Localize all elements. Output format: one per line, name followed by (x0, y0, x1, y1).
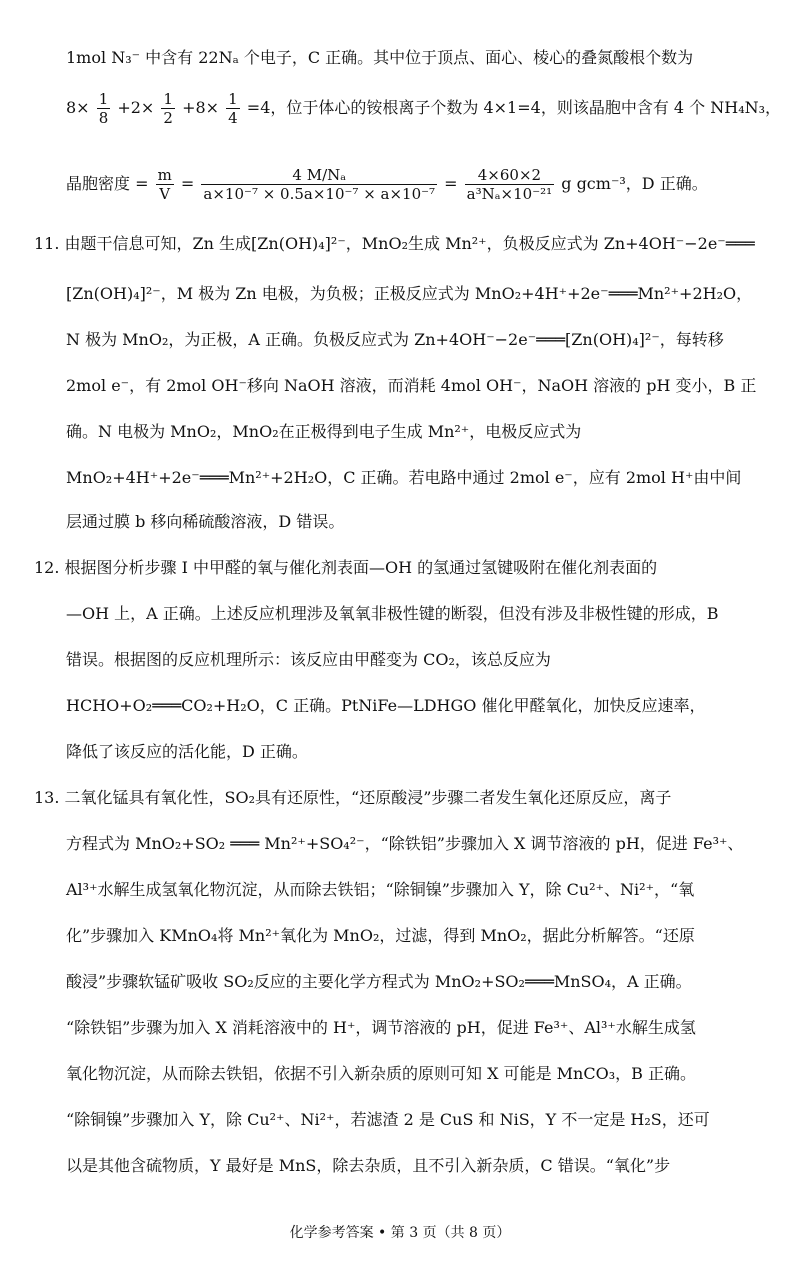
answer-11-line: 层通过膜 b 移向稀硫酸溶液，D 错误。 (66, 512, 345, 531)
fraction (465, 166, 554, 203)
text-fragment: g gcm⁻³，D 正确。 (561, 174, 708, 193)
text-fragment: = (180, 174, 195, 193)
numerator: 1 (98, 90, 109, 108)
numerator: 1 (228, 90, 238, 108)
page-footer: 化学参考答案 • 第 3 页（共 8 页） (289, 1225, 511, 1241)
formula-line (66, 90, 781, 127)
denominator: a×10⁻⁷ × 0.5a×10⁻⁷ × a×10⁻⁷ (203, 185, 436, 203)
denominator: 2 (163, 109, 173, 127)
text-fragment: 晶胞密度 = (66, 174, 149, 193)
numerator: 4×60×2 (465, 166, 554, 185)
text-fragment: =4，位于体心的铵根离子个数为 4×1=4，则该晶胞中含有 4 个 NH₄N₃， (246, 98, 782, 117)
text-fragment: +8× (182, 98, 220, 117)
answer-13-line: 氧化物沉淀，从而除去铁铝，依据不引入新杂质的原则可知 X 可能是 MnCO₃，B 正确。 (66, 1064, 696, 1083)
denominator: a³Nₐ×10⁻²¹ (466, 185, 553, 203)
answer-13-line: “除铁铝”步骤为加入 X 消耗溶液中的 H⁺，调节溶液的 pH，促进 Fe³⁺、Al³⁺水解生成氢 (66, 1018, 696, 1037)
answer-11-line: [Zn(OH)₄]²⁻，M 极为 Zn 电极，为负极；正极反应式为 MnO₂+4H⁺+2e⁻═══Mn²⁺+2H₂O， (66, 284, 753, 303)
fraction (226, 90, 240, 127)
numerator: 4 M/Nₐ (201, 166, 437, 185)
fraction (201, 166, 437, 203)
answer-13-line: 酸浸”步骤软锰矿吸收 SO₂反应的主要化学方程式为 MnO₂+SO₂═══MnSO₄，A 正确。 (66, 972, 692, 991)
text-fragment: = (444, 174, 458, 193)
answer-13-line: Al³⁺水解生成氢氧化物沉淀，从而除去铁铝；“除铜镍”步骤加入 Y，除 Cu²⁺、Ni²⁺，“氧 (66, 880, 695, 899)
answer-12-line: 降低了该反应的活化能，D 正确。 (66, 742, 308, 761)
text-line: 1mol N₃⁻ 中含有 22Nₐ 个电子，C 正确。其中位于顶点、面心、棱心的叠氮酸根个数为 (66, 48, 694, 67)
answer-11-line: 确。N 电极为 MnO₂，MnO₂在正极得到电子生成 Mn²⁺，电极反应式为 (66, 422, 582, 441)
denominator: 4 (228, 109, 238, 127)
denominator: V (159, 185, 171, 203)
answer-11-line: MnO₂+4H⁺+2e⁻═══Mn²⁺+2H₂O，C 正确。若电路中通过 2mol e⁻，应有 2mol H⁺由中间 (66, 468, 742, 487)
answer-12-line: 12. 根据图分析步骤 I 中甲醛的氧与催化剂表面—OH 的氢通过氢键吸附在催化剂表面的 (34, 558, 658, 577)
answer-11-line: N 极为 MnO₂，为正极，A 正确。负极反应式为 Zn+4OH⁻−2e⁻═══[Zn(OH)₄]²⁻，每转移 (66, 330, 724, 349)
fraction (97, 90, 111, 127)
answer-11-line: 2mol e⁻，有 2mol OH⁻移向 NaOH 溶液，而消耗 4mol OH⁻，NaOH 溶液的 pH 变小，B 正 (66, 376, 757, 395)
fraction (161, 90, 175, 127)
answer-13-line: 13. 二氧化锰具有氧化性，SO₂具有还原性，“还原酸浸”步骤二者发生氧化还原反应，离子 (34, 788, 672, 807)
answer-13-line: “除铜镍”步骤加入 Y，除 Cu²⁺、Ni²⁺，若滤渣 2 是 CuS 和 NiS，Y 不一定是 H₂S，还可 (66, 1110, 710, 1129)
answer-12-line: 错误。根据图的反应机理所示：该反应由甲醛变为 CO₂，该总反应为 (66, 650, 551, 669)
answer-13-line: 方程式为 MnO₂+SO₂ ═══ Mn²⁺+SO₄²⁻，“除铁铝”步骤加入 X 调节溶液的 pH，促进 Fe³⁺、 (66, 834, 744, 853)
answer-13-line: 以是其他含硫物质，Y 最好是 MnS，除去杂质，且不引入新杂质，C 错误。“氧化”步 (66, 1156, 671, 1175)
denominator: 8 (98, 109, 109, 127)
fraction (156, 166, 174, 203)
text-fragment: 8× (66, 98, 90, 117)
text-fragment: +2× (117, 98, 155, 117)
density-formula-line (66, 166, 708, 203)
answer-13-line: 化”步骤加入 KMnO₄将 Mn²⁺氧化为 MnO₂，过滤，得到 MnO₂，据此分析解答。“还原 (66, 926, 695, 945)
answer-12-line: HCHO+O₂═══CO₂+H₂O，C 正确。PtNiFe—LDHGO 催化甲醛氧化，加快反应速率， (66, 696, 706, 715)
numerator: 1 (163, 90, 173, 108)
numerator: m (157, 166, 172, 184)
answer-12-line: —OH 上，A 正确。上述反应机理涉及氧氧非极性键的断裂，但没有涉及非极性键的形成，B (66, 604, 719, 623)
answer-11-line: 11. 由题干信息可知，Zn 生成[Zn(OH)₄]²⁻，MnO₂生成 Mn²⁺，负极反应式为 Zn+4OH⁻−2e⁻═══ (34, 234, 755, 253)
